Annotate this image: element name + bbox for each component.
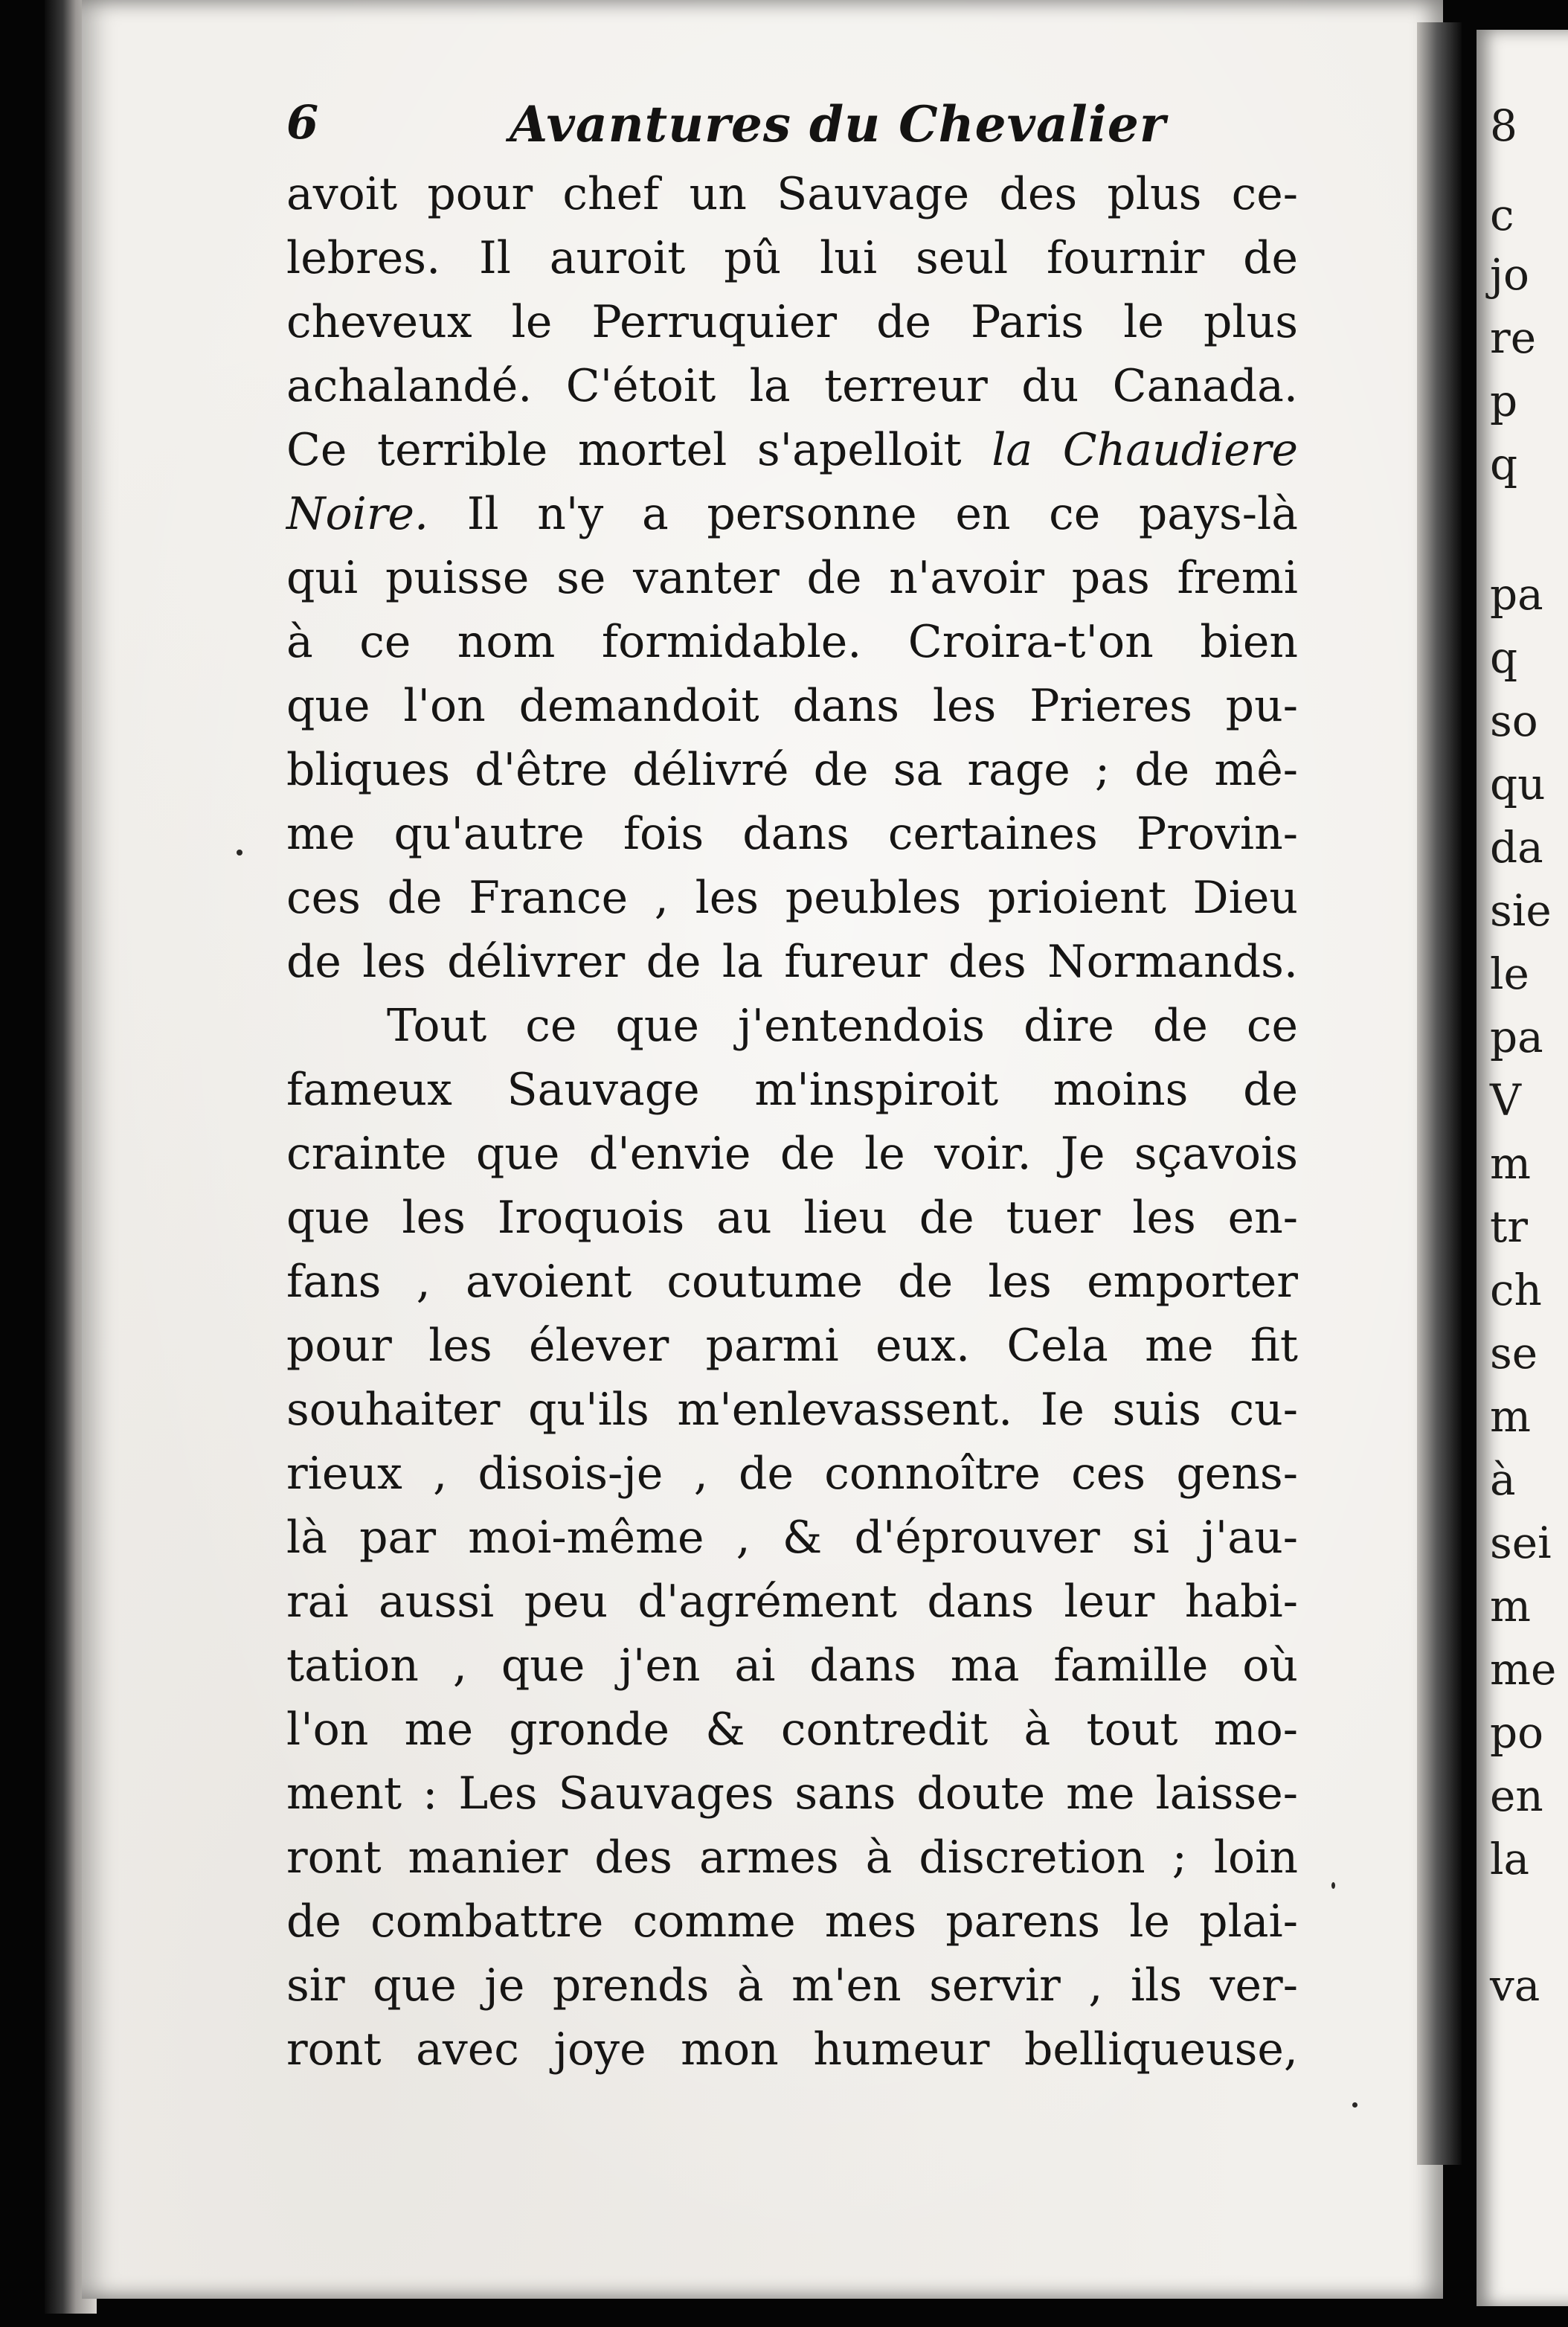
- text-line: ces de France , les peubles prioient Dieu: [286, 872, 1298, 924]
- facing-page-fragment: V: [1490, 1075, 1521, 1126]
- text-line: lebres. Il auroit pû lui seul fournir de: [286, 232, 1298, 284]
- facing-page-fragment: c: [1490, 190, 1514, 240]
- text-line: me qu'autre fois dans certaines Provin-: [286, 808, 1298, 860]
- ink-speck: [1331, 1882, 1335, 1889]
- text-line: de les délivrer de la fureur des Normands.: [286, 936, 1298, 988]
- facing-page-fragment: pa: [1490, 569, 1543, 620]
- text-line: [286, 482, 1298, 546]
- text-line: [286, 418, 1298, 482]
- body-text: [286, 162, 1298, 2082]
- text-line: avoit pour chef un Sauvage des plus ce-: [286, 168, 1298, 220]
- text-line: de combattre comme mes parens le plai-: [286, 1896, 1298, 1948]
- text-line: qui puisse se vanter de n'avoir pas fremi: [286, 552, 1298, 604]
- facing-page-fragment: da: [1490, 822, 1543, 873]
- text-line: Tout ce que j'entendois dire de ce: [387, 1000, 1298, 1052]
- ink-speck: [1352, 2102, 1357, 2108]
- facing-page-fragment: sei: [1490, 1518, 1552, 1568]
- text-line: tation , que j'en ai dans ma famille où: [286, 1640, 1298, 1692]
- book-gutter: [1417, 22, 1462, 2165]
- text-line: que l'on demandoit dans les Prieres pu-: [286, 680, 1298, 732]
- text-line: souhaiter qu'ils m'enlevassent. Ie suis cu-: [286, 1384, 1298, 1436]
- facing-page-fragment: jo: [1490, 249, 1529, 300]
- facing-page-fragment: q: [1490, 439, 1518, 490]
- text-line: achalandé. C'étoit la terreur du Canada.: [286, 360, 1298, 412]
- facing-page-fragment: 8: [1490, 100, 1517, 151]
- facing-page-fragment: po: [1490, 1707, 1544, 1758]
- text-line: pour les élever parmi eux. Cela me fit: [286, 1320, 1298, 1372]
- facing-page-fragment: m: [1490, 1391, 1531, 1442]
- text-line: que les Iroquois au lieu de tuer les en-: [286, 1192, 1298, 1244]
- italic-name: Noire.: [286, 488, 429, 540]
- text-line: cheveux le Perruquier de Paris le plus: [286, 296, 1298, 348]
- facing-page-fragment: re: [1490, 312, 1537, 363]
- facing-page-fragment: se: [1490, 1328, 1538, 1378]
- text-line: ront avec joye mon humeur belliqueuse,: [286, 2023, 1298, 2076]
- facing-page-fragment: q: [1490, 632, 1518, 683]
- text-line: rieux , disois-je , de connoître ces gens-: [286, 1448, 1298, 1500]
- facing-page-fragment: ch: [1490, 1265, 1542, 1315]
- text-line: fans , avoient coutume de les emporter: [286, 1256, 1298, 1308]
- facing-page-fragment: m: [1490, 1138, 1531, 1189]
- facing-page-fragment: tr: [1490, 1201, 1529, 1252]
- text-line: crainte que d'envie de le voir. Je sçavois: [286, 1128, 1298, 1180]
- text-span: Il n'y a personne en ce pays-là: [428, 488, 1298, 540]
- facing-page-fragment: en: [1490, 1771, 1543, 1821]
- facing-page-fragment: qu: [1490, 759, 1546, 809]
- page-number: 6: [286, 95, 319, 150]
- text-line: fameux Sauvage m'inspiroit moins de: [286, 1064, 1298, 1116]
- facing-page-fragment: va: [1490, 1960, 1540, 2011]
- text-line: ment : Les Sauvages sans doute me laisse-: [286, 1768, 1298, 1820]
- text-line: bliques d'être délivré de sa rage ; de mê-: [286, 744, 1298, 796]
- facing-page-fragment: me: [1490, 1644, 1557, 1695]
- facing-page: [1477, 30, 1568, 2306]
- facing-page-fragment: sie: [1490, 885, 1552, 936]
- running-head-title: Avantures du Chevalier: [510, 95, 1166, 153]
- facing-page-fragment: la: [1490, 1834, 1530, 1884]
- facing-page-fragment: m: [1490, 1581, 1531, 1631]
- running-head: [286, 95, 1313, 162]
- italic-name: la Chaudiere: [992, 424, 1298, 476]
- text-line: ront manier des armes à discretion ; loin: [286, 1832, 1298, 1884]
- facing-page-fragment: le: [1490, 949, 1529, 999]
- text-line: sir que je prends à m'en servir , ils ver-: [286, 1960, 1298, 2012]
- text-line: à ce nom formidable. Croira-t'on bien: [286, 616, 1298, 668]
- text-line: l'on me gronde & contredit à tout mo-: [286, 1704, 1298, 1756]
- ink-speck: [237, 850, 242, 856]
- text-line: là par moi-même , & d'éprouver si j'au-: [286, 1512, 1298, 1564]
- facing-page-fragment: p: [1490, 376, 1518, 426]
- text-span: Ce terrible mortel s'apelloit: [286, 424, 992, 476]
- facing-page-fragment: pa: [1490, 1012, 1543, 1062]
- facing-page-fragment: so: [1490, 696, 1538, 746]
- text-line: rai aussi peu d'agrément dans leur habi-: [286, 1576, 1298, 1628]
- facing-page-fragment: à: [1490, 1454, 1516, 1505]
